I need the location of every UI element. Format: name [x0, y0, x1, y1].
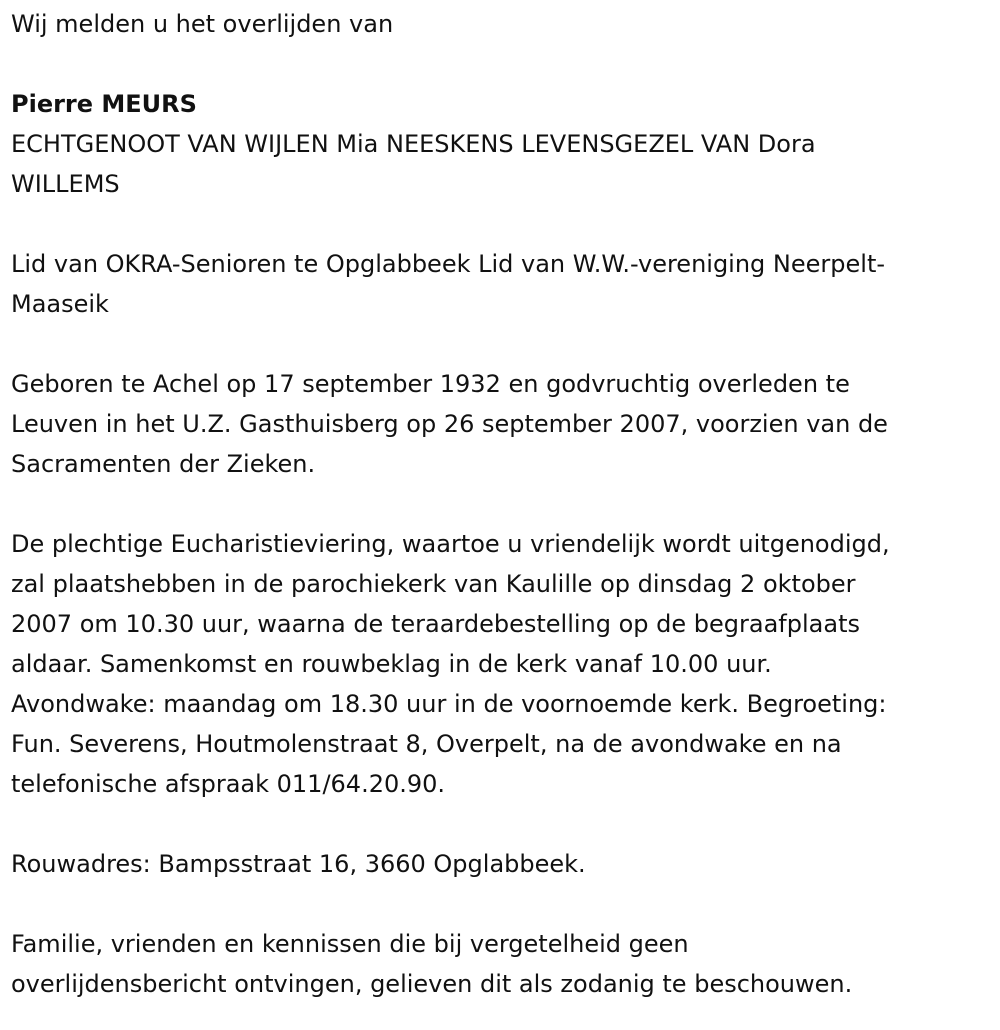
ceremony-line: zal plaatshebben in de parochiekerk van Kaulille op dinsdag 2 oktober [11, 570, 856, 598]
mourning-address: Rouwadres: Bampsstraat 16, 3660 Opglabbeek. [11, 850, 586, 878]
spacer [11, 804, 990, 844]
closing-line: Familie, vrienden en kennissen die bij vergetelheid geen [11, 930, 689, 958]
spouse-line: WILLEMS [11, 170, 120, 198]
spacer [11, 204, 990, 244]
birth-death-line: Leuven in het U.Z. Gasthuisberg op 26 september 2007, voorzien van de [11, 410, 888, 438]
birth-death-paragraph [11, 364, 990, 484]
birth-death-line: Sacramenten der Zieken. [11, 450, 316, 478]
ceremony-line: 2007 om 10.30 uur, waarna de teraardebestelling op de begraafplaats [11, 610, 860, 638]
ceremony-line: De plechtige Eucharistieviering, waartoe u vriendelijk wordt uitgenodigd, [11, 530, 890, 558]
spouse-line: ECHTGENOOT VAN WIJLEN Mia NEESKENS LEVENSGEZEL VAN Dora [11, 130, 816, 158]
membership-line: Lid van OKRA-Senioren te Opglabbeek Lid van W.W.-vereniging Neerpelt- [11, 250, 886, 278]
ceremony-line: telefonische afspraak 011/64.20.90. [11, 770, 446, 798]
spacer [11, 44, 990, 84]
ceremony-line: Fun. Severens, Houtmolenstraat 8, Overpelt, na de avondwake en na [11, 730, 842, 758]
spacer [11, 484, 990, 524]
intro-text: Wij melden u het overlijden van [11, 10, 394, 38]
membership-paragraph [11, 244, 990, 324]
birth-death-line: Geboren te Achel op 17 september 1932 en godvruchtig overleden te [11, 370, 850, 398]
membership-line: Maaseik [11, 290, 109, 318]
closing-paragraph [11, 924, 990, 1004]
ceremony-line: Avondwake: maandag om 18.30 uur in de voornoemde kerk. Begroeting: [11, 690, 887, 718]
spouse-paragraph [11, 124, 990, 204]
closing-line: overlijdensbericht ontvingen, gelieven dit als zodanig te beschouwen. [11, 970, 853, 998]
spacer [11, 324, 990, 364]
ceremony-paragraph [11, 524, 990, 804]
spacer [11, 884, 990, 924]
deceased-name: Pierre MEURS [11, 90, 197, 118]
ceremony-line: aldaar. Samenkomst en rouwbeklag in de kerk vanaf 10.00 uur. [11, 650, 772, 678]
